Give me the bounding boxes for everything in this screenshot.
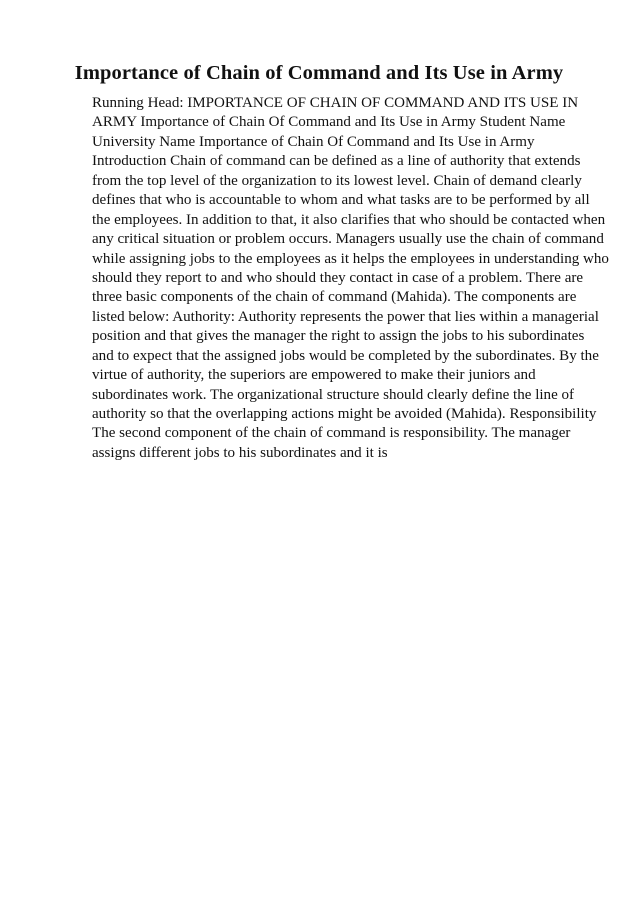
body-line-12: listed below: Authority: Authority represents the power that lies within a managerial — [92, 308, 599, 325]
body-line-4: Introduction Chain of command can be defined as a line of authority that extends — [92, 153, 581, 170]
body-line-15: virtue of authority, the superiors are empowered to make their juniors and — [92, 367, 536, 384]
body-line-11: three basic components of the chain of command (Mahida). The components are — [92, 289, 577, 306]
body-line-6: defines that who is accountable to whom and what tasks are to be performed by all — [92, 192, 590, 209]
body-line-16: subordinates work. The organizational structure should clearly define the line of — [92, 386, 575, 403]
body-line-3: University Name Importance of Chain Of Command and Its Use in Army — [92, 133, 535, 150]
body-line-2: ARMY Importance of Chain Of Command and Its Use in Army Student Name — [92, 114, 566, 131]
body-line-17: authority so that the overlapping actions might be avoided (Mahida). Responsibility — [92, 406, 597, 422]
body-line-9: while assigning jobs to the employees as it helps the employees in understanding who — [92, 250, 609, 267]
body-line-8: any critical situation or problem occurs. Managers usually use the chain of command — [92, 231, 604, 248]
body-line-10: should they report to and who should they contact in case of a problem. There are — [92, 269, 584, 286]
body-line-5: from the top level of the organization to its lowest level. Chain of demand clearly — [92, 172, 582, 189]
body-line-14: and to expect that the assigned jobs would be completed by the subordinates. By the — [92, 347, 599, 364]
document-title: Importance of Chain of Command and Its Use in Army — [74, 62, 564, 84]
document-body — [92, 94, 612, 463]
body-line-19: assigns different jobs to his subordinates and it is — [92, 444, 388, 461]
body-line-1: Running Head: IMPORTANCE OF CHAIN OF COMMAND AND ITS USE IN — [92, 95, 579, 111]
body-line-18: The second component of the chain of command is responsibility. The manager — [92, 425, 571, 442]
body-line-13: position and that gives the manager the right to assign the jobs to his subordinates — [92, 328, 585, 345]
body-line-7: the employees. In addition to that, it also clarifies that who should be contacted when — [92, 211, 606, 228]
